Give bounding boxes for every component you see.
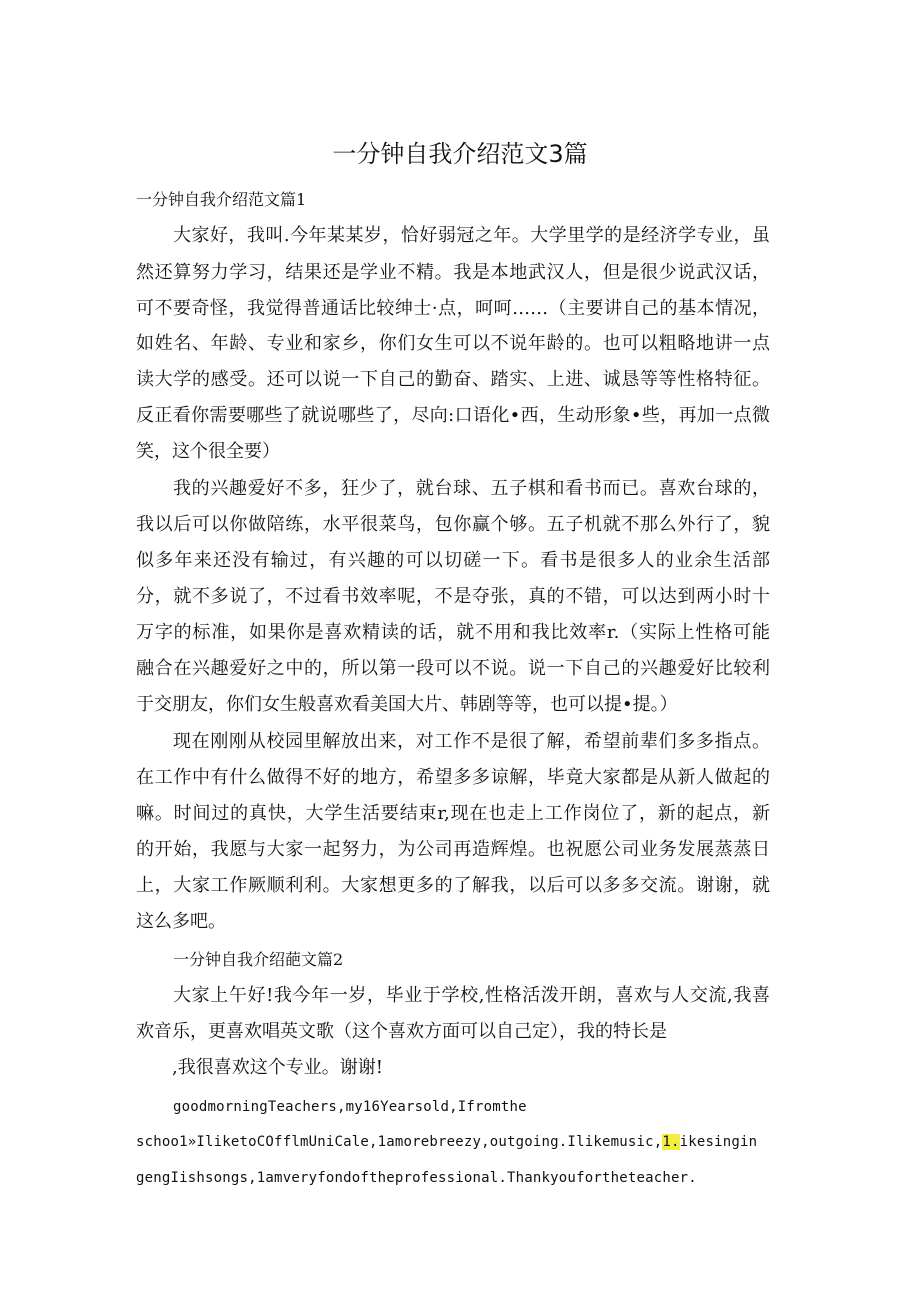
paragraph-line: 然还算努力学习，结果还是学业不精。我是本地武汉人，但是很少说武汉话， xyxy=(136,262,770,283)
english-line: gengIishsongs,1amveryfondoftheprofessional.Thankyoufortheteacher. xyxy=(136,1170,697,1186)
paragraph-line: 融合在兴趣爱好之中的，所以第一段可以不说。说一下自己的兴趣爱好比较利 xyxy=(136,658,770,679)
paragraph-line: 反正看你需要哪些了就说哪些了，尽向:口语化•西，生动形象•些，再加一点微 xyxy=(136,405,770,426)
section-1-heading: 一分钟自我介绍范文篇1 xyxy=(136,190,307,209)
paragraph-line: 的开始，我愿与大家一起努力，为公司再造辉煌。也祝愿公司业务发展蒸蒸日 xyxy=(136,839,770,860)
paragraph-line: 于交朋友，你们女生般喜欢看美国大片、韩剧等等，也可以提•提。） xyxy=(136,694,678,715)
english-line: goodmorningTeachers,my16Yearsold,Ifromthe xyxy=(173,1099,527,1115)
highlighted-text: 1. xyxy=(662,1134,680,1150)
paragraph-line: 读大学的感受。还可以说一下自己的勤奋、踏实、上进、诚恳等等性格特征。 xyxy=(136,369,770,390)
paragraph-line: 我的兴趣爱好不多，狂少了，就台球、五子棋和看书而已。喜欢台球的， xyxy=(173,478,770,499)
english-line xyxy=(136,1132,757,1152)
paragraph-line: 笑，这个很全要） xyxy=(136,441,280,462)
paragraph-line: 这么多吧。 xyxy=(136,911,226,932)
paragraph-line: 分，就不多说了，不过看书效率呢，不是夺张，真的不错，可以达到两小时十 xyxy=(136,586,770,607)
paragraph-line: 现在刚刚从校园里解放出来，对工作不是很了解，希望前辈们多多指点。 xyxy=(173,731,770,752)
document-title: 一分钟自我介绍范文3篇 xyxy=(332,140,588,168)
paragraph-line: 万字的标准，如果你是喜欢精读的话，就不用和我比效率r.（实际上性格可能 xyxy=(136,622,770,643)
paragraph-line: 嘛。时间过的真快，大学生活要结束r,现在也走上工作岗位了，新的起点，新 xyxy=(136,803,770,824)
paragraph-line: 大家好，我叫.今年某某岁，恰好弱冠之年。大学里学的是经济学专业，虽 xyxy=(173,225,770,246)
paragraph-line: ,我很喜欢这个专业。谢谢! xyxy=(172,1057,383,1078)
paragraph-line: 上，大家工作厥顺利利。大家想更多的了解我，以后可以多多交流。谢谢，就 xyxy=(136,875,770,896)
paragraph-line: 如姓名、年龄、专业和家乡，你们女生可以不说年龄的。也可以粗略地讲一点 xyxy=(136,333,770,354)
english-text: schoo1»IliketoCOfflmUniCale,1amorebreezy,outgoing.Ilikemusic, xyxy=(136,1134,663,1150)
paragraph-line: 似多年来还没有输过，有兴趣的可以切磋一下。看书是很多人的业余生活部 xyxy=(136,550,770,571)
paragraph-line: 欢音乐，更喜欢唱英文歌（这个喜欢方面可以自己定），我的特长是 xyxy=(136,1021,667,1042)
paragraph-line: 大家上午好!我今年一岁，毕业于学校,性格活泼开朗，喜欢与人交流,我喜 xyxy=(173,985,770,1006)
paragraph-line: 可不要奇怪，我觉得普通话比较绅士·点，呵呵……（主要讲自己的基本情况， xyxy=(136,298,770,319)
paragraph-line: 我以后可以你做陪练，水平很菜鸟，包你赢个够。五子机就不那么外行了，貌 xyxy=(136,514,770,535)
english-text: ikesingin xyxy=(679,1134,758,1150)
section-2-heading: 一分钟自我介绍葩文篇2 xyxy=(173,950,344,969)
paragraph-line: 在工作中有什么做得不好的地方，希望多多谅解，毕竟大家都是从新人做起的 xyxy=(136,767,770,788)
